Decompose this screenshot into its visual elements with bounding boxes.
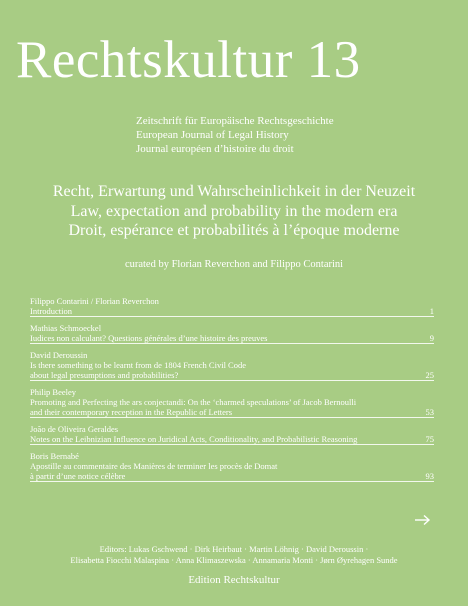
curators-line: curated by Florian Reverchon and Filippo Contarini bbox=[124, 259, 344, 270]
toc-author: João de Oliveira Geraldes bbox=[30, 424, 119, 434]
toc-entry bbox=[30, 451, 434, 482]
table-of-contents bbox=[30, 296, 434, 482]
issue-theme bbox=[0, 182, 468, 241]
toc-title-line: Introduction bbox=[30, 306, 73, 316]
editors-list bbox=[0, 544, 468, 566]
theme-french: Droit, espérance et probabilités à l’époque moderne bbox=[68, 222, 400, 239]
toc-title-line: about legal presumptions and probabilities? bbox=[30, 370, 179, 380]
toc-title-line: Apostille au commentaire des Manières de terminer les procès de Domat bbox=[30, 461, 278, 471]
toc-title-line: à partir d’une notice célèbre bbox=[30, 471, 126, 481]
toc-title-line: Iudices non calculant? Questions générales d’une histoire des preuves bbox=[30, 333, 268, 343]
toc-entry bbox=[30, 424, 434, 445]
subtitle-english: European Journal of Legal History bbox=[136, 129, 289, 141]
toc-page-number: 25 bbox=[425, 370, 434, 380]
journal-subtitles bbox=[136, 114, 334, 156]
toc-page-number: 1 bbox=[429, 306, 434, 316]
toc-page-number: 75 bbox=[425, 434, 434, 444]
toc-title-line: Promoting and Perfecting the ars conjectandi: On the ‘charmed speculations’ of Jacob Bernoulli bbox=[30, 397, 357, 407]
editors-line: Elisabetta Fiocchi Malaspina · Anna Klimaszewska · Annamaria Monti · Jørn Øyrehagen Sunde bbox=[70, 555, 398, 565]
toc-page-number: 93 bbox=[425, 471, 434, 481]
toc-entry bbox=[30, 387, 434, 418]
theme-english: Law, expectation and probability in the modern era bbox=[70, 202, 398, 220]
toc-author: Boris Bernabé bbox=[30, 451, 79, 461]
arrow-right-icon[interactable] bbox=[414, 514, 432, 526]
theme-german: Recht, Erwartung und Wahrscheinlichkeit in der Neuzeit bbox=[52, 183, 416, 200]
toc-author: Filippo Contarini / Florian Reverchon bbox=[30, 296, 159, 306]
toc-page-number: 9 bbox=[429, 333, 434, 343]
subtitle-french: Journal européen d’histoire du droit bbox=[136, 143, 294, 155]
subtitle-german: Zeitschrift für Europäische Rechtsgeschichte bbox=[136, 115, 334, 127]
toc-author: David Deroussin bbox=[30, 350, 88, 360]
toc-title-line: Notes on the Leibnizian Influence on Juridical Acts, Conditionality, and Probabilistic Reasoning bbox=[30, 434, 358, 444]
toc-entry bbox=[30, 296, 434, 317]
toc-author: Mathias Schmoeckel bbox=[30, 323, 102, 333]
publisher-name: Edition Rechtskultur bbox=[188, 574, 280, 586]
editors-line: Editors: Lukas Gschwend · Dirk Heirbaut · Martin Löhnig · David Deroussin · bbox=[99, 544, 369, 554]
journal-title: Rechtskultur 13 bbox=[16, 31, 361, 89]
toc-page-number: 53 bbox=[425, 407, 434, 417]
toc-author: Philip Beeley bbox=[30, 387, 77, 397]
toc-entry bbox=[30, 323, 434, 344]
toc-entry bbox=[30, 350, 434, 381]
toc-title-line: Is there something to be learnt from de 1804 French Civil Code bbox=[30, 360, 246, 370]
toc-title-line: and their contemporary reception in the Republic of Letters bbox=[30, 407, 233, 417]
